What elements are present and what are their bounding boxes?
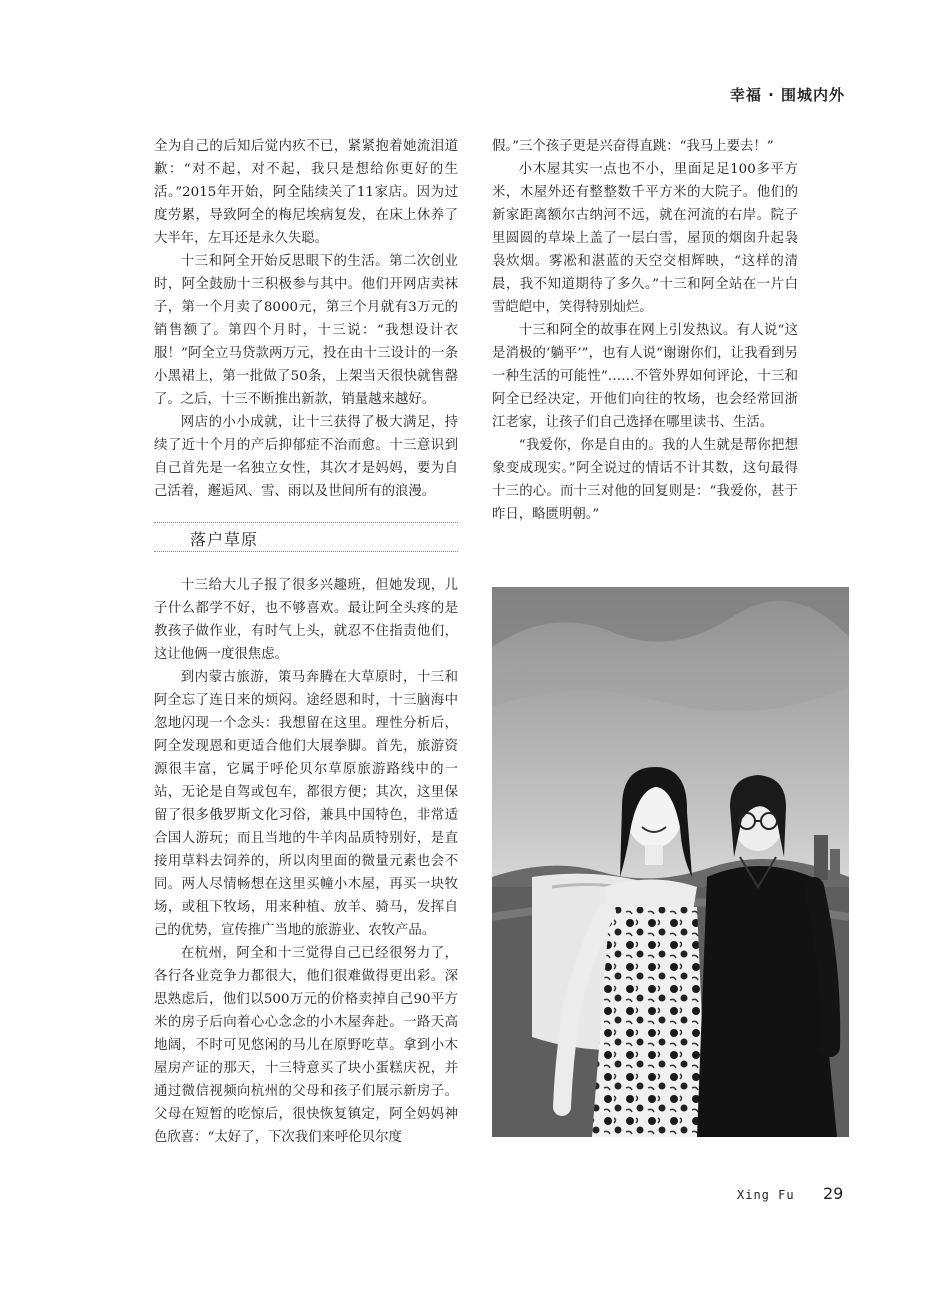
paragraph: 小木屋其实一点也不小，里面足足100多平方米，木屋外还有整整数千平方米的大院子。他们的新家距离额尔古纳河不远，就在河流的右岸。院子里圆圆的草垛上盖了一层白雪，屋顶的烟囱升起袅袅炊烟。雾凇和湛蓝的天空交相辉映，“这样的清晨，我不知道期待了多久。”十三和阿全站在一片白雪皑皑中，笑得特别灿烂。 [492,162,798,315]
right-column [492,135,798,526]
paragraph: 到内蒙古旅游，策马奔腾在大草原时，十三和阿全忘了连日来的烦闷。途经恩和时，十三脑海中忽地闪现一个念头：我想留在这里。理性分析后，阿全发现恩和更适合他们大展拳脚。首先，旅游资源很丰富，它属于呼伦贝尔草原旅游路线中的一站，无论是自驾或包车，都很方便；其次，这里保留了很多俄罗斯文化习俗，兼具中国特色，非常适合国人游玩；而且当地的牛羊肉品质特别好，是直接用草料去饲养的，所以肉里面的微量元素也会不同。两人尽情畅想在这里买幢小木屋，再买一块牧场，或租下牧场，用来种植、放羊、骑马，发挥自己的优势，宣传推广当地的旅游业、农牧产品。 [154,670,458,938]
page-number: 29 [823,1184,844,1203]
paragraph: 十三和阿全的故事在网上引发热议。有人说“这是消极的‘躺平’”，也有人说“谢谢你们，让我看到另一种生活的可能性”……不管外界如何评论，十三和阿全已经决定，开他们向往的牧场，也会经常回浙江老家，让孩子们自己选择在哪里读书、生活。 [492,323,798,430]
footer-brand: Xing Fu [737,1188,795,1202]
left-column-bottom [154,574,458,1149]
paragraph: 在杭州，阿全和十三觉得自己已经很努力了，各行各业竞争力都很大，他们很难做得更出彩。深思熟虑后，他们以500万元的价格卖掉自己90平方米的房子后向着心心念念的小木屋奔赴。一路天高地阔，不时可见悠闲的马儿在原野吃草。拿到小木屋房产证的那天，十三特意买了块小蛋糕庆祝，并通过微信视频向杭州的父母和孩子们展示新房子。父母在短暂的吃惊后，很快恢复镇定，阿全妈妈神色欣喜：“太好了，下次我们来呼伦贝尔度 [154,946,458,1145]
section-heading [154,522,458,552]
paragraph: 十三给大儿子报了很多兴趣班，但她发现，儿子什么都学不好，也不够喜欢。最让阿全头疼的是教孩子做作业，有时气上头，就忍不住指责他们，这让他俩一度很焦虑。 [154,578,458,662]
paragraph: 网店的小小成就，让十三获得了极大满足，持续了近十个月的产后抑郁症不治而愈。十三意识到自己首先是一名独立女性，其次才是妈妈，要为自己活着，邂逅风、雪、雨以及世间所有的浪漫。 [154,415,458,499]
section-header: 幸福 · 围城内外 [729,86,845,104]
section-heading-title: 落户草原 [190,530,259,549]
paragraph: 全为自己的后知后觉内疚不已，紧紧抱着她流泪道歉：“对不起，对不起，我只是想给你更好的生活。”2015年开始，阿全陆续关了11家店。因为过度劳累，导致阿全的梅尼埃病复发，在床上休养了大半年，左耳还是永久失聪。 [154,139,458,246]
paragraph: 假。”三个孩子更是兴奋得直跳：“我马上要去！” [492,139,774,154]
left-column-top [154,135,458,503]
paragraph: “我爱你，你是自由的。我的人生就是帮你把想象变成现实。”阿全说过的情话不计其数，这句最得十三的心。而十三对他的回复则是：“我爱你，甚于昨日，略匮明朝。” [492,438,798,522]
paragraph: 十三和阿全开始反思眼下的生活。第二次创业时，阿全鼓励十三积极参与其中。他们开网店卖袜子，第一个月卖了8000元，第三个月就有3万元的销售额了。第四个月时，十三说：“我想设计衣服！”阿全立马贷款两万元，投在由十三设计的一条小黑裙上，第一批做了50条，上架当天很快就售罄了。之后，十三不断推出新款，销量越来越好。 [154,254,458,407]
couple-photo [492,587,849,1137]
